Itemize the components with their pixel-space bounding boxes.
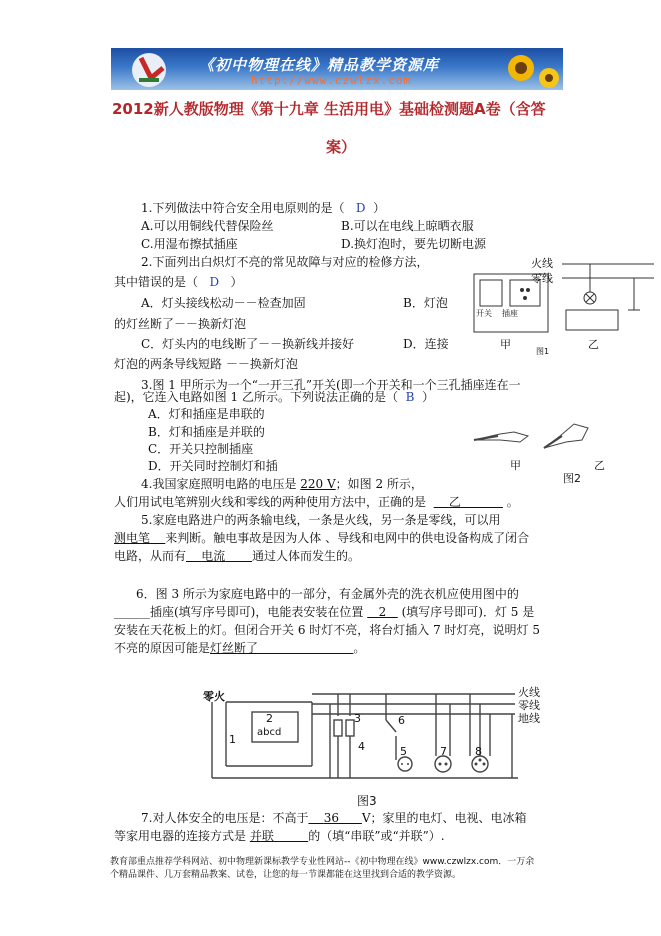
q7-answer-voltage: 36 [323, 811, 339, 825]
q1-option-d: D.换灯泡时，要先切断电源 [341, 237, 487, 251]
q4-line2: 人们用试电笔辨别火线和零线的两种使用方法中，正确的是 乙 。 [114, 495, 519, 509]
q1-option-a: A.可以用铜线代替保险丝 [141, 219, 274, 233]
page-title: 2012新人教版物理《第十九章 生活用电》基础检测题A卷（含答 [112, 100, 546, 118]
header-banner [111, 48, 563, 90]
q3-stem1: 3.图 1 甲所示为一个“一开三孔”开关(即一个开关和一个三孔插座连在一 [141, 378, 521, 392]
fig1-fire-label: 火线 [531, 257, 553, 270]
fig1-jia: 甲 [500, 338, 511, 351]
fig1-zero-label: 零线 [531, 272, 553, 285]
fuse-icon-b [346, 720, 354, 736]
fig3-caption: 图3 [357, 794, 377, 808]
q6-line1: 6．图 3 所示为家庭电路中的一部分，有金属外壳的洗衣机应使用图中的 [136, 587, 519, 601]
lamp-icon [398, 757, 412, 771]
fig3-inlet: 零火 [203, 690, 225, 703]
q3-option-a: A．灯和插座是串联的 [148, 407, 265, 421]
fig3-n1: 1 [229, 733, 236, 746]
q5-answer-current: 电流 [201, 549, 226, 563]
q6-line4: 不亮的原因可能是灯丝断了 。 [114, 641, 366, 655]
fig3-n7: 7 [440, 745, 447, 758]
fig3-n8: 8 [475, 745, 482, 758]
banner-url: http://www.czwlzx.com [251, 74, 412, 87]
q5-line3: 电路，从而有 电流 通过人体而发生的。 [114, 549, 361, 563]
q7-answer-connection: 并联 [249, 829, 274, 843]
hand-pen-icon-a [474, 432, 528, 442]
fig3-n2: 2 [266, 712, 273, 725]
fig3-n4: 4 [358, 740, 365, 753]
q2-option-c: C．灯头内的电线断了－－换新线并接好 [141, 337, 355, 351]
q2-option-d2: 灯泡的两条导线短路 －－换新灯泡 [114, 357, 298, 371]
q2-answer: D [209, 275, 220, 289]
fig1-switch-label: 开关 [476, 309, 492, 318]
q5-line2: 测电笔 来判断。触电事故是因为人体 、导线和电网中的供电设备构成了闭合 [114, 531, 530, 545]
fig2-yi: 乙 [594, 459, 605, 472]
figure-1 [466, 252, 656, 360]
socket-3hole-icon [472, 756, 488, 772]
q3-option-b: B．灯和插座是并联的 [148, 425, 265, 439]
fig1-socket-label: 插座 [502, 309, 518, 318]
banner-title: 《初中物理在线》精品教学资源库 [199, 56, 440, 74]
fig1-caption: 图1 [536, 347, 550, 356]
q3-option-d: D．开关同时控制灯和插 [148, 459, 278, 473]
q1-option-b: B.可以在电线上晾晒衣服 [341, 219, 474, 233]
q6-answer-position: 2 [378, 605, 387, 619]
footer-line2: 个精品课件、几万套精品教案、试卷，让您的每一节课都能在这里找到合适的教学资源。 [110, 870, 462, 880]
figure-2 [470, 418, 602, 456]
socket-2hole-icon [435, 756, 451, 772]
q4-line1: 4.我国家庭照明电路的电压是 220 V；如图 2 所示， [141, 477, 423, 491]
fig3-n3: 3 [354, 712, 361, 725]
q2-option-a: A．灯头接线松动－－检查加固 [141, 296, 306, 310]
fig3-ground: 地线 [518, 712, 540, 725]
fig2-jia: 甲 [510, 459, 521, 472]
q3-option-c: C．开关只控制插座 [148, 442, 254, 456]
fig3-meter-terminals: abcd [257, 727, 282, 738]
q4-answer-voltage: 220 V [300, 477, 336, 491]
q2-option-d1: D．连接 [403, 337, 449, 351]
page-title-cont: 案） [326, 138, 357, 156]
fig3-fire: 火线 [518, 686, 540, 699]
switch-icon [480, 280, 502, 306]
q2-stem2: 其中错误的是（ D ） [114, 275, 243, 289]
q6-line2: ______插座(填写序号即可)，电能表安装在位置 2 (填写序号即可)．灯 5 是 [114, 605, 535, 619]
footer-line1: 教育部重点推荐学科网站、初中物理新课标教学专业性网站--《初中物理在线》www.czwlzx.com．一万余 [110, 857, 535, 867]
fuse-icon-a [334, 720, 342, 736]
q3-answer: B [405, 390, 415, 404]
q2-option-b1: B．灯泡 [403, 296, 448, 310]
q2-stem: 2.下面列出白炽灯不亮的常见故障与对应的检修方法， [141, 255, 429, 269]
q7-line2: 等家用电器的连接方式是 并联 的（填“串联”或“并联”）. [114, 829, 445, 843]
q5-answer-pen: 测电笔 [114, 531, 151, 545]
q6-line3: 安装在天花板上的灯。但闭合开关 6 时灯不亮，将台灯插入 7 时灯亮，说明灯 5 [114, 623, 540, 637]
figure-3 [200, 680, 545, 790]
q7-line1: 7.对人体安全的电压是：不高于 36 V；家里的电灯、电视、电冰箱 [141, 811, 527, 825]
q1-option-c: C.用湿布擦拭插座 [141, 237, 238, 251]
fig3-zero: 零线 [518, 699, 540, 712]
q1-stem: 1.下列做法中符合安全用电原则的是（ D ） [141, 201, 386, 215]
q4-answer-method: 乙 [448, 495, 461, 509]
q1-answer: D [355, 201, 366, 215]
fig3-n6: 6 [398, 714, 405, 727]
fig1-yi: 乙 [588, 338, 599, 351]
fig3-n5: 5 [400, 745, 407, 758]
q2-option-b2: 的灯丝断了－－换新灯泡 [114, 317, 247, 331]
q6-answer-reason: 灯丝断了 [210, 641, 259, 655]
q3-stem2: 起)，它连入电路如图 1 乙所示。下列说法正确的是（ B ） [114, 390, 435, 404]
fig2-caption: 图2 [563, 472, 581, 485]
q5-line1: 5.家庭电路进户的两条输电线，一条是火线，另一条是零线，可以用 [141, 513, 501, 527]
